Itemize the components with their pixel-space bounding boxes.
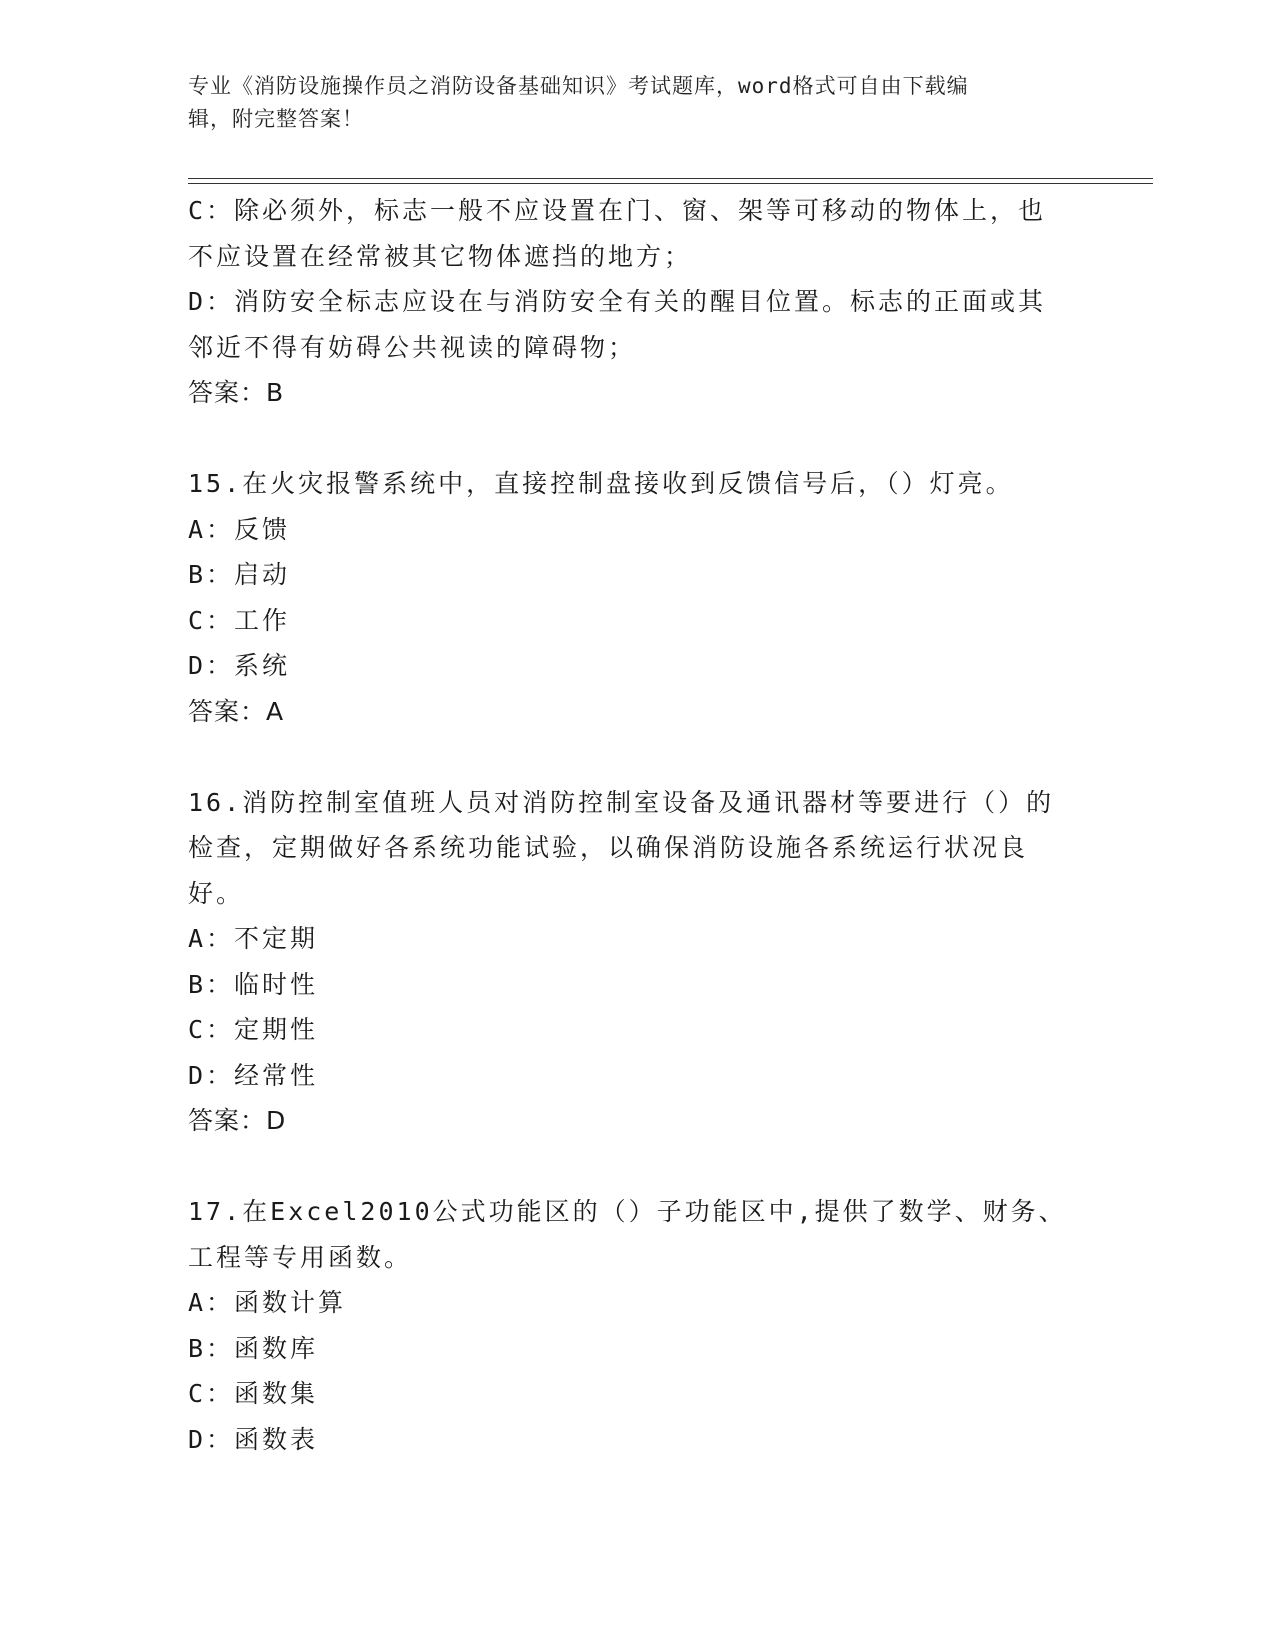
question-text-line-2: 检查，定期做好各系统功能试验，以确保消防设施各系统运行状况良 [188, 833, 1029, 862]
question-16 [188, 780, 1088, 1144]
answer-line: 答案：D [188, 1106, 287, 1135]
document-header [188, 70, 1078, 136]
spacer [188, 1144, 1088, 1190]
question-text: 15.在火灾报警系统中，直接控制盘接收到反馈信号后，（）灯亮。 [188, 469, 1014, 498]
question-text-line-1: 16.消防控制室值班人员对消防控制室设备及通讯器材等要进行（）的 [188, 787, 1055, 817]
option-c: C：工作 [188, 605, 291, 635]
option-c: C：函数集 [188, 1379, 319, 1408]
question-text-line-2: 工程等专用函数。 [188, 1242, 413, 1272]
header-rule-bottom [188, 183, 1153, 184]
question-17 [188, 1189, 1088, 1462]
option-b: B：函数库 [188, 1333, 319, 1363]
option-a: A：函数计算 [188, 1288, 347, 1317]
option-d: D：函数表 [188, 1424, 319, 1454]
question-list [188, 188, 1088, 1462]
question-text-line-1: 17.在Excel2010公式功能区的（）子功能区中,提供了数学、财务、 [188, 1197, 1067, 1226]
answer-line: 答案：A [188, 696, 285, 726]
question-14-continued [188, 188, 1088, 416]
option-d-line-1: D：消防安全标志应设在与消防安全有关的醒目位置。标志的正面或其 [188, 287, 1047, 316]
spacer [188, 734, 1088, 780]
question-text-line-3: 好。 [188, 878, 245, 908]
option-b: B：启动 [188, 560, 291, 589]
question-15 [188, 461, 1088, 734]
option-d: D：经常性 [188, 1060, 319, 1090]
option-a: A：反馈 [188, 514, 291, 544]
option-c-line-2: 不应设置在经常被其它物体遮挡的地方； [188, 241, 693, 271]
option-d-line-2: 邻近不得有妨碍公共视读的障碍物； [188, 332, 637, 362]
option-a: A：不定期 [188, 924, 319, 953]
spacer [188, 416, 1088, 462]
option-b: B：临时性 [188, 969, 319, 999]
option-d: D：系统 [188, 651, 291, 680]
header-line-2: 辑，附完整答案！ [188, 107, 364, 131]
header-line-1: 专业《消防设施操作员之消防设备基础知识》考试题库，word格式可自由下载编 [188, 74, 969, 98]
header-rule-top [188, 178, 1153, 179]
answer-line: 答案：B [188, 378, 285, 407]
option-c-line-1: C：除必须外，标志一般不应设置在门、窗、架等可移动的物体上，也 [188, 196, 1047, 225]
option-c: C：定期性 [188, 1015, 319, 1044]
